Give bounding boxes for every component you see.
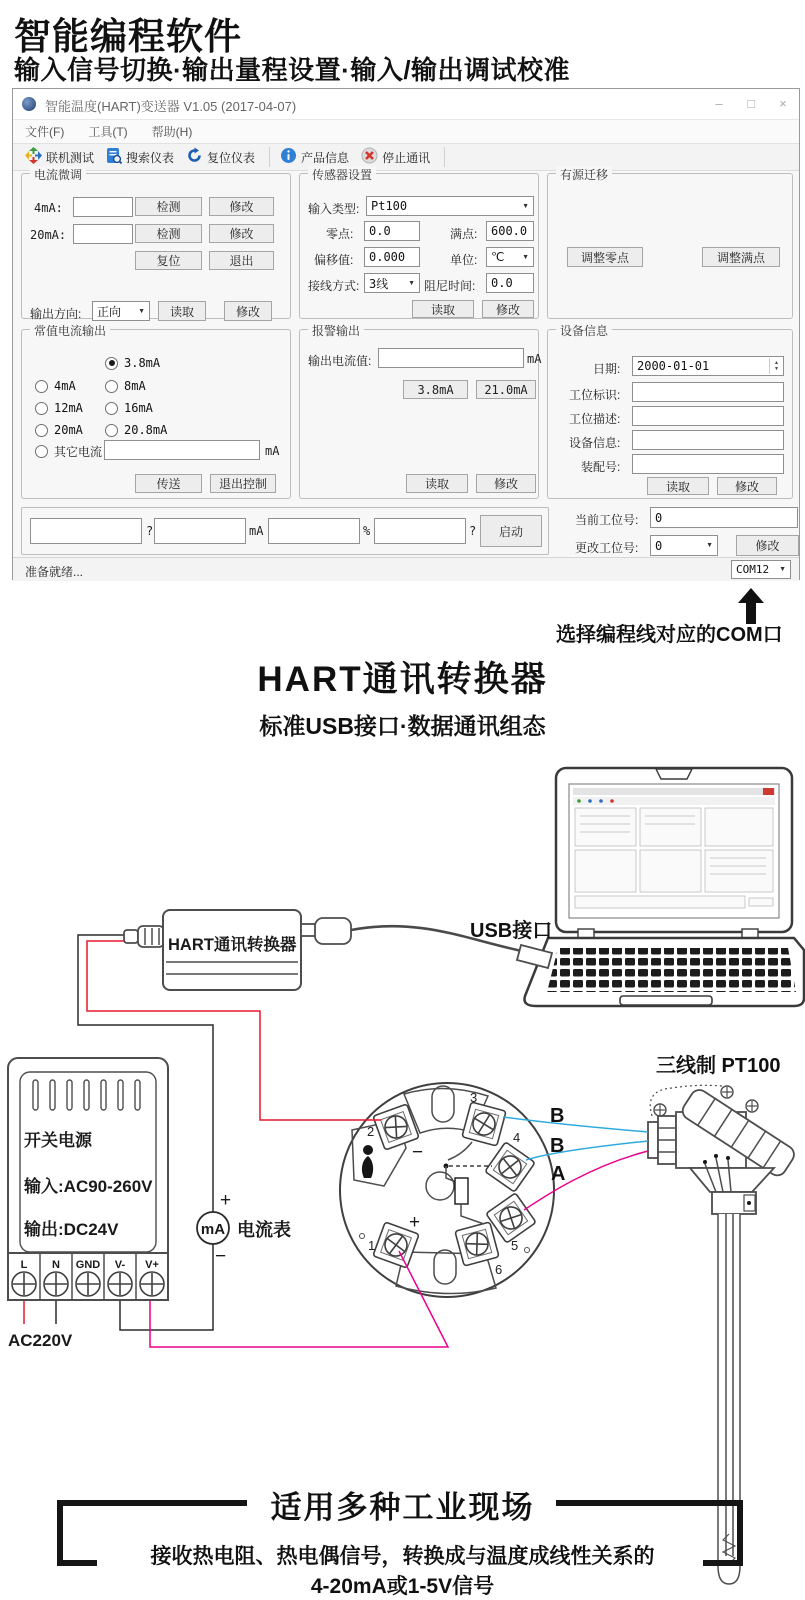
- label-20ma: 20mA:: [30, 228, 67, 242]
- toolbar-separator: [444, 147, 445, 167]
- current-meter: [197, 1190, 291, 1267]
- alarm-unit: mA: [527, 352, 542, 366]
- terminal-number: 5: [511, 1238, 519, 1253]
- station-area: [554, 503, 801, 559]
- change-station-select[interactable]: [650, 535, 718, 556]
- titlebar[interactable]: [13, 89, 799, 120]
- meter-label: 电流表: [237, 1220, 291, 1240]
- wire-label-b2: B: [550, 1135, 565, 1157]
- search-instrument-button[interactable]: [102, 144, 182, 170]
- unit-value: ℃: [491, 250, 505, 264]
- laptop: [524, 768, 804, 1006]
- direction-modify-button[interactable]: 修改: [224, 301, 272, 321]
- com-port-select[interactable]: [731, 560, 791, 579]
- terminal-number: 1: [368, 1238, 376, 1253]
- panel-device-info: [547, 324, 793, 499]
- device-modify-button[interactable]: 修改: [717, 477, 777, 495]
- minimize-button[interactable]: –: [715, 96, 723, 111]
- label-input-type: 输入类型:: [308, 202, 360, 216]
- exit-control-button[interactable]: 退出控制: [210, 474, 276, 493]
- exit-button[interactable]: 退出: [209, 251, 274, 270]
- person-icon: [362, 1145, 373, 1178]
- station-modify-button[interactable]: 修改: [736, 535, 799, 556]
- alarm-modify-button[interactable]: 修改: [476, 474, 536, 493]
- sensor-read-button[interactable]: 读取: [412, 300, 474, 318]
- stop-icon: [361, 147, 378, 167]
- wiring-diagram: [0, 745, 805, 1600]
- input-type-select[interactable]: [366, 196, 534, 216]
- panel-title: 传感器设置: [308, 166, 376, 183]
- radio-12ma[interactable]: [35, 402, 48, 415]
- radio-16ma[interactable]: [105, 402, 118, 415]
- footer-line1: 接收热电阻、热电偶信号，转换成与温度成线性关系的: [150, 1545, 655, 1568]
- detect-4ma-button[interactable]: 检测: [135, 197, 202, 216]
- meter-symbol: mA: [200, 1221, 226, 1238]
- terminal-Vplus: V+: [145, 1259, 159, 1271]
- toolbar: [13, 143, 799, 171]
- date-spinner[interactable]: [769, 358, 783, 374]
- info-icon: [280, 147, 297, 167]
- wiring-value: 3线: [369, 276, 389, 291]
- page-title: 智能编程软件: [14, 16, 242, 57]
- label-unit: 单位:: [450, 253, 478, 267]
- label-zero: 零点:: [326, 227, 354, 241]
- radio-4ma[interactable]: [35, 380, 48, 393]
- panel-alarm-output: [299, 324, 542, 499]
- power-supply: [8, 1058, 168, 1350]
- reset-button[interactable]: 复位: [135, 251, 202, 270]
- radio-label: 20mA: [54, 423, 83, 437]
- menubar: [13, 119, 799, 143]
- radio-8ma[interactable]: [105, 380, 118, 393]
- psu-input: 输入:AC90-260V: [24, 1177, 153, 1196]
- toolbar-label: 产品信息: [301, 150, 350, 165]
- psu-name: 开关电源: [24, 1131, 92, 1150]
- temperature-transmitter: [340, 1083, 554, 1297]
- radio-label: 12mA: [54, 401, 83, 415]
- com-port-value: COM12: [736, 563, 770, 576]
- caret-down-icon: ▼: [138, 307, 145, 315]
- input-4ma[interactable]: [73, 197, 133, 217]
- wiring-select[interactable]: [364, 273, 420, 293]
- test-sep-3: %: [363, 524, 371, 538]
- section2-subtitle: 标准USB接口·数据通讯组态: [259, 713, 546, 739]
- test-input-4[interactable]: [374, 518, 466, 544]
- label-tag: 工位标识:: [569, 388, 621, 402]
- radio-label: 3.8mA: [124, 356, 161, 370]
- maximize-button[interactable]: □: [747, 96, 755, 111]
- label-current-station: 当前工位号:: [575, 513, 639, 527]
- menu-help[interactable]: 帮助(H): [151, 124, 193, 139]
- change-station-value: 0: [655, 538, 663, 553]
- alarm-read-button[interactable]: 读取: [406, 474, 468, 493]
- label-wiring: 接线方式:: [308, 279, 360, 293]
- label-date: 日期:: [593, 362, 621, 376]
- connect-icon: [25, 147, 42, 167]
- radio-other-current[interactable]: [35, 445, 48, 458]
- direction-read-button[interactable]: 读取: [158, 301, 206, 321]
- toolbar-label: 搜索仪表: [126, 150, 175, 165]
- up-arrow-icon: [738, 588, 764, 603]
- radio-20-8ma[interactable]: [105, 424, 118, 437]
- wire-label-b1: B: [550, 1105, 565, 1127]
- terminal-number: 3: [470, 1090, 478, 1105]
- panel-live-migration: [547, 168, 793, 319]
- toolbar-separator: [269, 147, 270, 167]
- label-description: 工位描述:: [569, 412, 621, 426]
- other-current-label: 其它电流: [54, 444, 103, 459]
- other-current-input[interactable]: [104, 440, 260, 460]
- label-alarm-current: 输出电流值:: [308, 354, 372, 368]
- laptop-trackpad: [620, 996, 712, 1005]
- statusbar: [13, 557, 799, 581]
- plus-mark: +: [409, 1212, 421, 1233]
- manual-test-group: [21, 507, 549, 555]
- zero-input[interactable]: 0.0: [364, 221, 420, 241]
- spinner-down-icon[interactable]: ▼: [774, 366, 779, 372]
- date-input[interactable]: 2000-01-01: [632, 356, 784, 376]
- label-device-info: 设备信息:: [569, 436, 621, 450]
- test-input-1[interactable]: [30, 518, 142, 544]
- radio-20ma[interactable]: [35, 424, 48, 437]
- menu-file[interactable]: 文件(F): [25, 124, 65, 139]
- sensor-modify-button[interactable]: 修改: [482, 300, 534, 318]
- caret-down-icon: ▼: [522, 253, 529, 261]
- modify-4ma-button[interactable]: 修改: [209, 197, 274, 216]
- alarm-low-button[interactable]: 3.8mA: [403, 380, 468, 399]
- footer-line2: 4-20mA或1-5V信号: [310, 1575, 495, 1598]
- toolbar-label: 停止通讯: [382, 150, 431, 165]
- usb-port-label: USB接口: [470, 920, 553, 942]
- alarm-current-input[interactable]: [378, 348, 524, 368]
- label-output-direction: 输出方向:: [30, 307, 82, 321]
- adjust-zero-button[interactable]: 调整零点: [567, 247, 643, 267]
- test-sep-1: ?: [146, 524, 154, 538]
- label-offset: 偏移值:: [314, 253, 354, 267]
- menu-tools[interactable]: 工具(T): [88, 124, 128, 139]
- radio-3-8ma[interactable]: [105, 357, 118, 370]
- assembly-input[interactable]: [632, 454, 784, 474]
- radio-label: 4mA: [54, 379, 76, 393]
- label-4ma: 4mA:: [34, 201, 63, 215]
- terminal-N: N: [52, 1259, 60, 1271]
- radio-label: 16mA: [124, 401, 153, 415]
- terminal-GND: GND: [75, 1259, 101, 1271]
- damping-input[interactable]: 0.0: [486, 273, 534, 293]
- close-button[interactable]: ×: [779, 96, 787, 111]
- caret-down-icon: ▼: [408, 279, 415, 287]
- page-subtitle: 输入信号切换·输出量程设置·输入/输出调试校准: [14, 55, 571, 85]
- radio-label: 8mA: [124, 379, 146, 393]
- device-info-input[interactable]: [632, 430, 784, 450]
- test-input-2[interactable]: [154, 518, 246, 544]
- test-sep-4: ?: [469, 524, 477, 538]
- panel-title: 有源迁移: [556, 166, 612, 183]
- toolbar-label: 复位仪表: [207, 150, 256, 165]
- caret-down-icon: ▼: [522, 202, 529, 210]
- search-icon: [106, 147, 122, 167]
- label-assembly: 装配号:: [581, 460, 621, 474]
- psu-output: 输出:DC24V: [24, 1220, 119, 1239]
- panel-title: 常值电流输出: [30, 322, 110, 339]
- wire-label-a: A: [551, 1163, 566, 1185]
- caret-down-icon: ▼: [706, 542, 713, 549]
- panel-title: 报警输出: [308, 322, 364, 339]
- spinner-up-icon[interactable]: ▲: [774, 360, 779, 366]
- direction-value: 正向: [97, 304, 122, 319]
- start-button[interactable]: 启动: [480, 515, 542, 547]
- current-station-input[interactable]: 0: [650, 507, 798, 528]
- alarm-high-button[interactable]: 21.0mA: [476, 380, 536, 399]
- offset-input[interactable]: 0.000: [364, 247, 420, 267]
- panel-current-trim: [21, 168, 291, 321]
- footer-title: 适用多种工业现场: [270, 1490, 535, 1525]
- unit-select[interactable]: [486, 247, 534, 267]
- reset-icon: [186, 147, 203, 167]
- modify-20ma-button[interactable]: 修改: [209, 224, 274, 243]
- panel-title: 电流微调: [30, 166, 86, 183]
- panel-title: 设备信息: [556, 322, 612, 339]
- label-change-station: 更改工位号:: [575, 541, 639, 555]
- window-title: 智能温度(HART)变送器 V1.05 (2017-04-07): [45, 99, 297, 114]
- minus-mark: −: [412, 1142, 424, 1163]
- converter-label: HART通讯转换器: [168, 936, 297, 954]
- terminal-number: 6: [495, 1262, 503, 1277]
- test-sep-2: mA: [249, 524, 264, 538]
- full-input[interactable]: 600.0: [486, 221, 534, 241]
- device-read-button[interactable]: 读取: [647, 477, 709, 495]
- panel-constant-current: [21, 324, 291, 499]
- test-input-3[interactable]: [268, 518, 360, 544]
- app-icon: [22, 97, 36, 111]
- label-full: 满点:: [450, 227, 478, 241]
- pt100-title: 三线制 PT100: [656, 1055, 781, 1077]
- direction-select[interactable]: [92, 301, 150, 321]
- label-damping: 阻尼时间:: [424, 279, 476, 293]
- section2-title: HART通讯转换器: [257, 660, 548, 699]
- status-text: 准备就绪...: [25, 565, 84, 579]
- send-button[interactable]: 传送: [135, 474, 202, 493]
- radio-label: 20.8mA: [124, 423, 168, 437]
- com-hint-text: 选择编程线对应的COM口: [556, 624, 783, 646]
- terminal-number: 4: [513, 1130, 521, 1145]
- toolbar-label: 联机测试: [46, 150, 95, 165]
- other-current-unit: mA: [265, 444, 280, 458]
- adjust-full-button[interactable]: 调整满点: [702, 247, 780, 267]
- meter-plus: +: [220, 1190, 232, 1211]
- ac220v-label: AC220V: [8, 1331, 73, 1350]
- reset-instrument-button[interactable]: [182, 144, 263, 170]
- tag-input[interactable]: [632, 382, 784, 402]
- terminal-L: L: [20, 1259, 28, 1271]
- laptop-keyboard: [547, 948, 796, 992]
- detect-20ma-button[interactable]: 检测: [135, 224, 202, 243]
- caret-down-icon: ▼: [779, 566, 786, 573]
- app-window: [12, 88, 800, 580]
- input-type-value: Pt100: [371, 199, 408, 213]
- panel-sensor-settings: [299, 168, 539, 319]
- description-input[interactable]: [632, 406, 784, 426]
- meter-minus: −: [215, 1246, 227, 1267]
- input-20ma[interactable]: [73, 224, 133, 244]
- terminal-number: 2: [367, 1124, 375, 1139]
- terminal-Vminus: V-: [114, 1259, 126, 1271]
